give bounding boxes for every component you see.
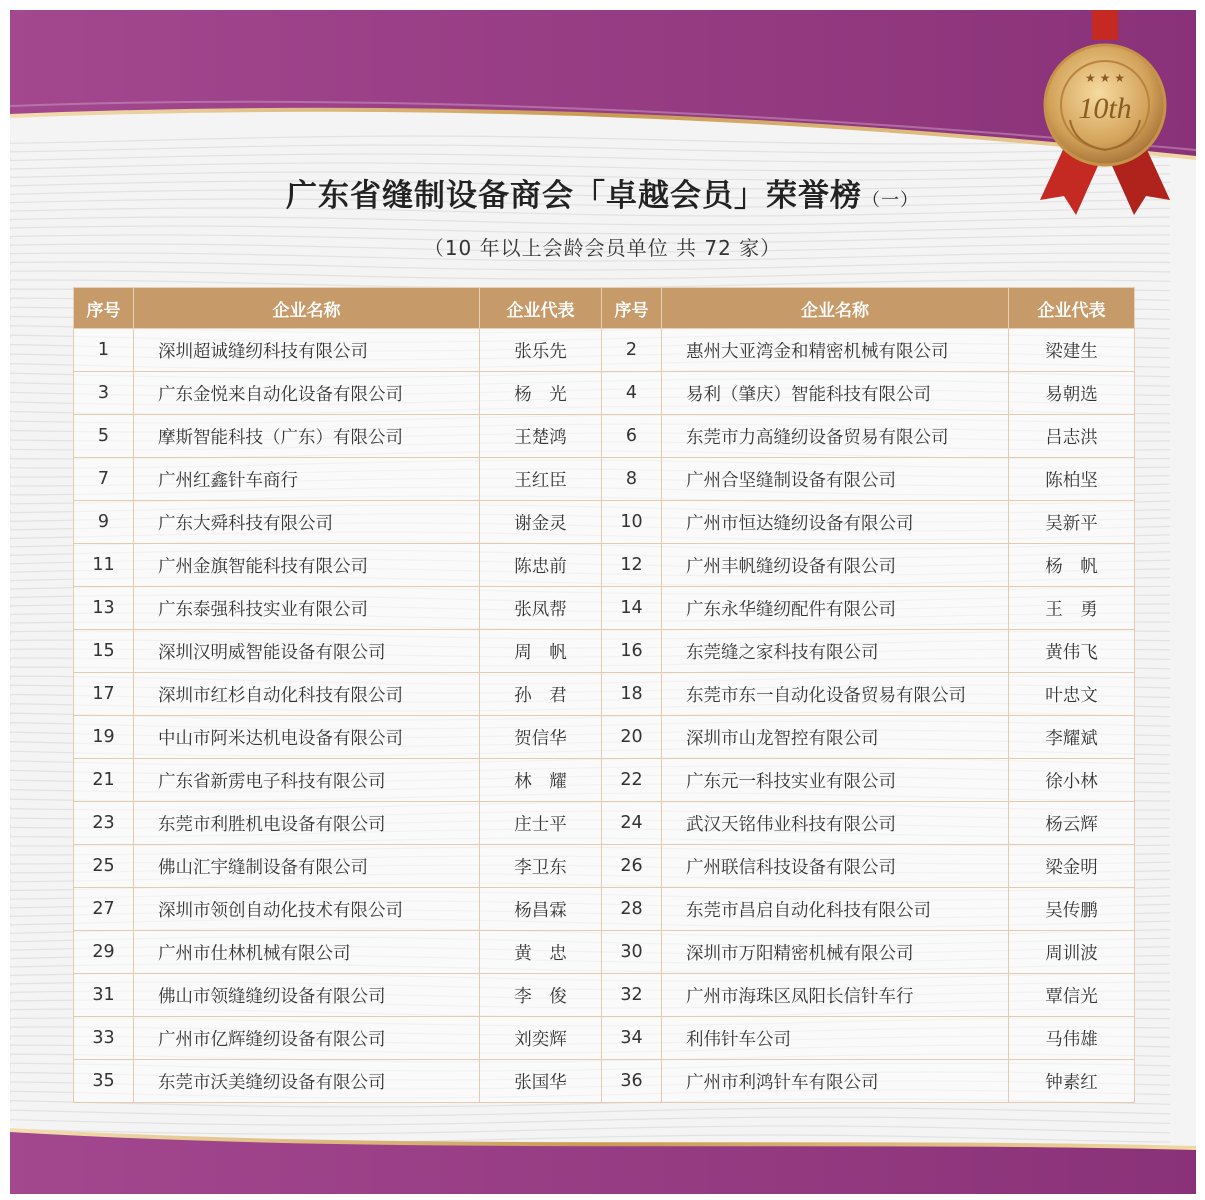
company-name-cell: 东莞市东一自动化设备贸易有限公司: [662, 673, 1009, 716]
table-row: [74, 630, 1135, 673]
company-name-cell: 利伟针车公司: [662, 1017, 1009, 1060]
header-seq-left: 序号: [74, 288, 134, 329]
representative-cell: 吴新平: [1009, 501, 1135, 544]
company-name-cell: 东莞市利胜机电设备有限公司: [134, 802, 480, 845]
representative-cell: 叶忠文: [1009, 673, 1135, 716]
table-header-row: [74, 288, 1135, 329]
company-name-cell: 广州市海珠区凤阳长信针车行: [662, 974, 1009, 1017]
table-row: [74, 931, 1135, 974]
table-row: [74, 974, 1135, 1017]
seq-cell: 28: [602, 888, 662, 931]
bottom-purple-banner: [10, 1120, 1196, 1194]
representative-cell: 周 帆: [480, 630, 602, 673]
representative-cell: 覃信光: [1009, 974, 1135, 1017]
company-name-cell: 中山市阿米达机电设备有限公司: [134, 716, 480, 759]
company-name-cell: 广东元一科技实业有限公司: [662, 759, 1009, 802]
table-row: [74, 372, 1135, 415]
representative-cell: 李卫东: [480, 845, 602, 888]
representative-cell: 张乐先: [480, 329, 602, 372]
company-name-cell: 广东泰强科技实业有限公司: [134, 587, 480, 630]
representative-cell: 李 俊: [480, 974, 602, 1017]
seq-cell: 2: [602, 329, 662, 372]
company-name-cell: 深圳市万阳精密机械有限公司: [662, 931, 1009, 974]
representative-cell: 王 勇: [1009, 587, 1135, 630]
company-name-cell: 深圳市红杉自动化科技有限公司: [134, 673, 480, 716]
table-row: [74, 673, 1135, 716]
header-seq-right: 序号: [602, 288, 662, 329]
table-row: [74, 716, 1135, 759]
company-name-cell: 深圳市山龙智控有限公司: [662, 716, 1009, 759]
representative-cell: 张国华: [480, 1060, 602, 1103]
seq-cell: 19: [74, 716, 134, 759]
seq-cell: 8: [602, 458, 662, 501]
representative-cell: 杨 光: [480, 372, 602, 415]
company-name-cell: 东莞市昌启自动化科技有限公司: [662, 888, 1009, 931]
header-company-right: 企业名称: [662, 288, 1009, 329]
company-name-cell: 深圳汉明威智能设备有限公司: [134, 630, 480, 673]
representative-cell: 杨 帆: [1009, 544, 1135, 587]
table-row: [74, 888, 1135, 931]
company-name-cell: 深圳超诚缝纫科技有限公司: [134, 329, 480, 372]
representative-cell: 马伟雄: [1009, 1017, 1135, 1060]
company-name-cell: 东莞市沃美缝纫设备有限公司: [134, 1060, 480, 1103]
seq-cell: 24: [602, 802, 662, 845]
company-name-cell: 广东省新雳电子科技有限公司: [134, 759, 480, 802]
table-row: [74, 329, 1135, 372]
seq-cell: 27: [74, 888, 134, 931]
seq-cell: 29: [74, 931, 134, 974]
representative-cell: 黄伟飞: [1009, 630, 1135, 673]
representative-cell: 李耀斌: [1009, 716, 1135, 759]
seq-cell: 33: [74, 1017, 134, 1060]
representative-cell: 王楚鸿: [480, 415, 602, 458]
page-title-suffix: （一）: [862, 190, 919, 211]
representative-cell: 陈柏坚: [1009, 458, 1135, 501]
representative-cell: 钟素红: [1009, 1060, 1135, 1103]
seq-cell: 32: [602, 974, 662, 1017]
seq-cell: 30: [602, 931, 662, 974]
company-name-cell: 摩斯智能科技（广东）有限公司: [134, 415, 480, 458]
seq-cell: 15: [74, 630, 134, 673]
member-table: [73, 287, 1135, 1103]
representative-cell: 吴传鹏: [1009, 888, 1135, 931]
seq-cell: 23: [74, 802, 134, 845]
company-name-cell: 广州市仕林机械有限公司: [134, 931, 480, 974]
seq-cell: 1: [74, 329, 134, 372]
seq-cell: 7: [74, 458, 134, 501]
company-name-cell: 广东永华缝纫配件有限公司: [662, 587, 1009, 630]
seq-cell: 22: [602, 759, 662, 802]
seq-cell: 6: [602, 415, 662, 458]
representative-cell: 周训波: [1009, 931, 1135, 974]
svg-text:★ ★ ★: ★ ★ ★: [1085, 71, 1125, 85]
table-row: [74, 587, 1135, 630]
company-name-cell: 易利（肇庆）智能科技有限公司: [662, 372, 1009, 415]
company-name-cell: 广州联信科技设备有限公司: [662, 845, 1009, 888]
representative-cell: 谢金灵: [480, 501, 602, 544]
company-name-cell: 广州市恒达缝纫设备有限公司: [662, 501, 1009, 544]
company-name-cell: 广州金旗智能科技有限公司: [134, 544, 480, 587]
seq-cell: 12: [602, 544, 662, 587]
representative-cell: 杨云辉: [1009, 802, 1135, 845]
representative-cell: 张凤帮: [480, 587, 602, 630]
company-name-cell: 广州丰帆缝纫设备有限公司: [662, 544, 1009, 587]
seq-cell: 13: [74, 587, 134, 630]
seq-cell: 20: [602, 716, 662, 759]
seq-cell: 9: [74, 501, 134, 544]
table-row: [74, 501, 1135, 544]
company-name-cell: 广州红鑫针车商行: [134, 458, 480, 501]
table-row: [74, 845, 1135, 888]
company-name-cell: 广东金悦来自动化设备有限公司: [134, 372, 480, 415]
medal-label: 10th: [1078, 92, 1132, 125]
representative-cell: 吕志洪: [1009, 415, 1135, 458]
table-row: [74, 458, 1135, 501]
table-row: [74, 802, 1135, 845]
header-rep-left: 企业代表: [480, 288, 602, 329]
representative-cell: 陈忠前: [480, 544, 602, 587]
company-name-cell: 深圳市领创自动化技术有限公司: [134, 888, 480, 931]
representative-cell: 黄 忠: [480, 931, 602, 974]
seq-cell: 35: [74, 1060, 134, 1103]
representative-cell: 刘奕辉: [480, 1017, 602, 1060]
representative-cell: 徐小林: [1009, 759, 1135, 802]
company-name-cell: 广州合坚缝制设备有限公司: [662, 458, 1009, 501]
representative-cell: 孙 君: [480, 673, 602, 716]
table-row: [74, 415, 1135, 458]
seq-cell: 5: [74, 415, 134, 458]
seq-cell: 25: [74, 845, 134, 888]
page-title-text: 广东省缝制设备商会「卓越会员」荣誉榜: [286, 178, 862, 214]
company-name-cell: 武汉天铭伟业科技有限公司: [662, 802, 1009, 845]
table-row: [74, 1060, 1135, 1103]
seq-cell: 16: [602, 630, 662, 673]
company-name-cell: 佛山汇宇缝制设备有限公司: [134, 845, 480, 888]
seq-cell: 14: [602, 587, 662, 630]
seq-cell: 18: [602, 673, 662, 716]
page-title: [0, 170, 1205, 215]
seq-cell: 11: [74, 544, 134, 587]
table-row: [74, 544, 1135, 587]
header-rep-right: 企业代表: [1009, 288, 1135, 329]
representative-cell: 贺信华: [480, 716, 602, 759]
company-name-cell: 佛山市领缝缝纫设备有限公司: [134, 974, 480, 1017]
seq-cell: 26: [602, 845, 662, 888]
representative-cell: 杨昌霖: [480, 888, 602, 931]
representative-cell: 梁金明: [1009, 845, 1135, 888]
representative-cell: 梁建生: [1009, 329, 1135, 372]
representative-cell: 庄士平: [480, 802, 602, 845]
company-name-cell: 广东大舜科技有限公司: [134, 501, 480, 544]
representative-cell: 王红臣: [480, 458, 602, 501]
seq-cell: 36: [602, 1060, 662, 1103]
company-name-cell: 东莞市力高缝纫设备贸易有限公司: [662, 415, 1009, 458]
seq-cell: 10: [602, 501, 662, 544]
company-name-cell: 广州市利鸿针车有限公司: [662, 1060, 1009, 1103]
table-row: [74, 1017, 1135, 1060]
page-subtitle: （10 年以上会龄会员单位 共 72 家）: [423, 236, 782, 260]
seq-cell: 3: [74, 372, 134, 415]
seq-cell: 31: [74, 974, 134, 1017]
representative-cell: 易朝选: [1009, 372, 1135, 415]
seq-cell: 34: [602, 1017, 662, 1060]
seq-cell: 17: [74, 673, 134, 716]
seq-cell: 21: [74, 759, 134, 802]
company-name-cell: 东莞缝之家科技有限公司: [662, 630, 1009, 673]
company-name-cell: 惠州大亚湾金和精密机械有限公司: [662, 329, 1009, 372]
seq-cell: 4: [602, 372, 662, 415]
company-name-cell: 广州市亿辉缝纫设备有限公司: [134, 1017, 480, 1060]
top-purple-banner: [10, 10, 1196, 180]
representative-cell: 林 耀: [480, 759, 602, 802]
table-row: [74, 759, 1135, 802]
header-company-left: 企业名称: [134, 288, 480, 329]
